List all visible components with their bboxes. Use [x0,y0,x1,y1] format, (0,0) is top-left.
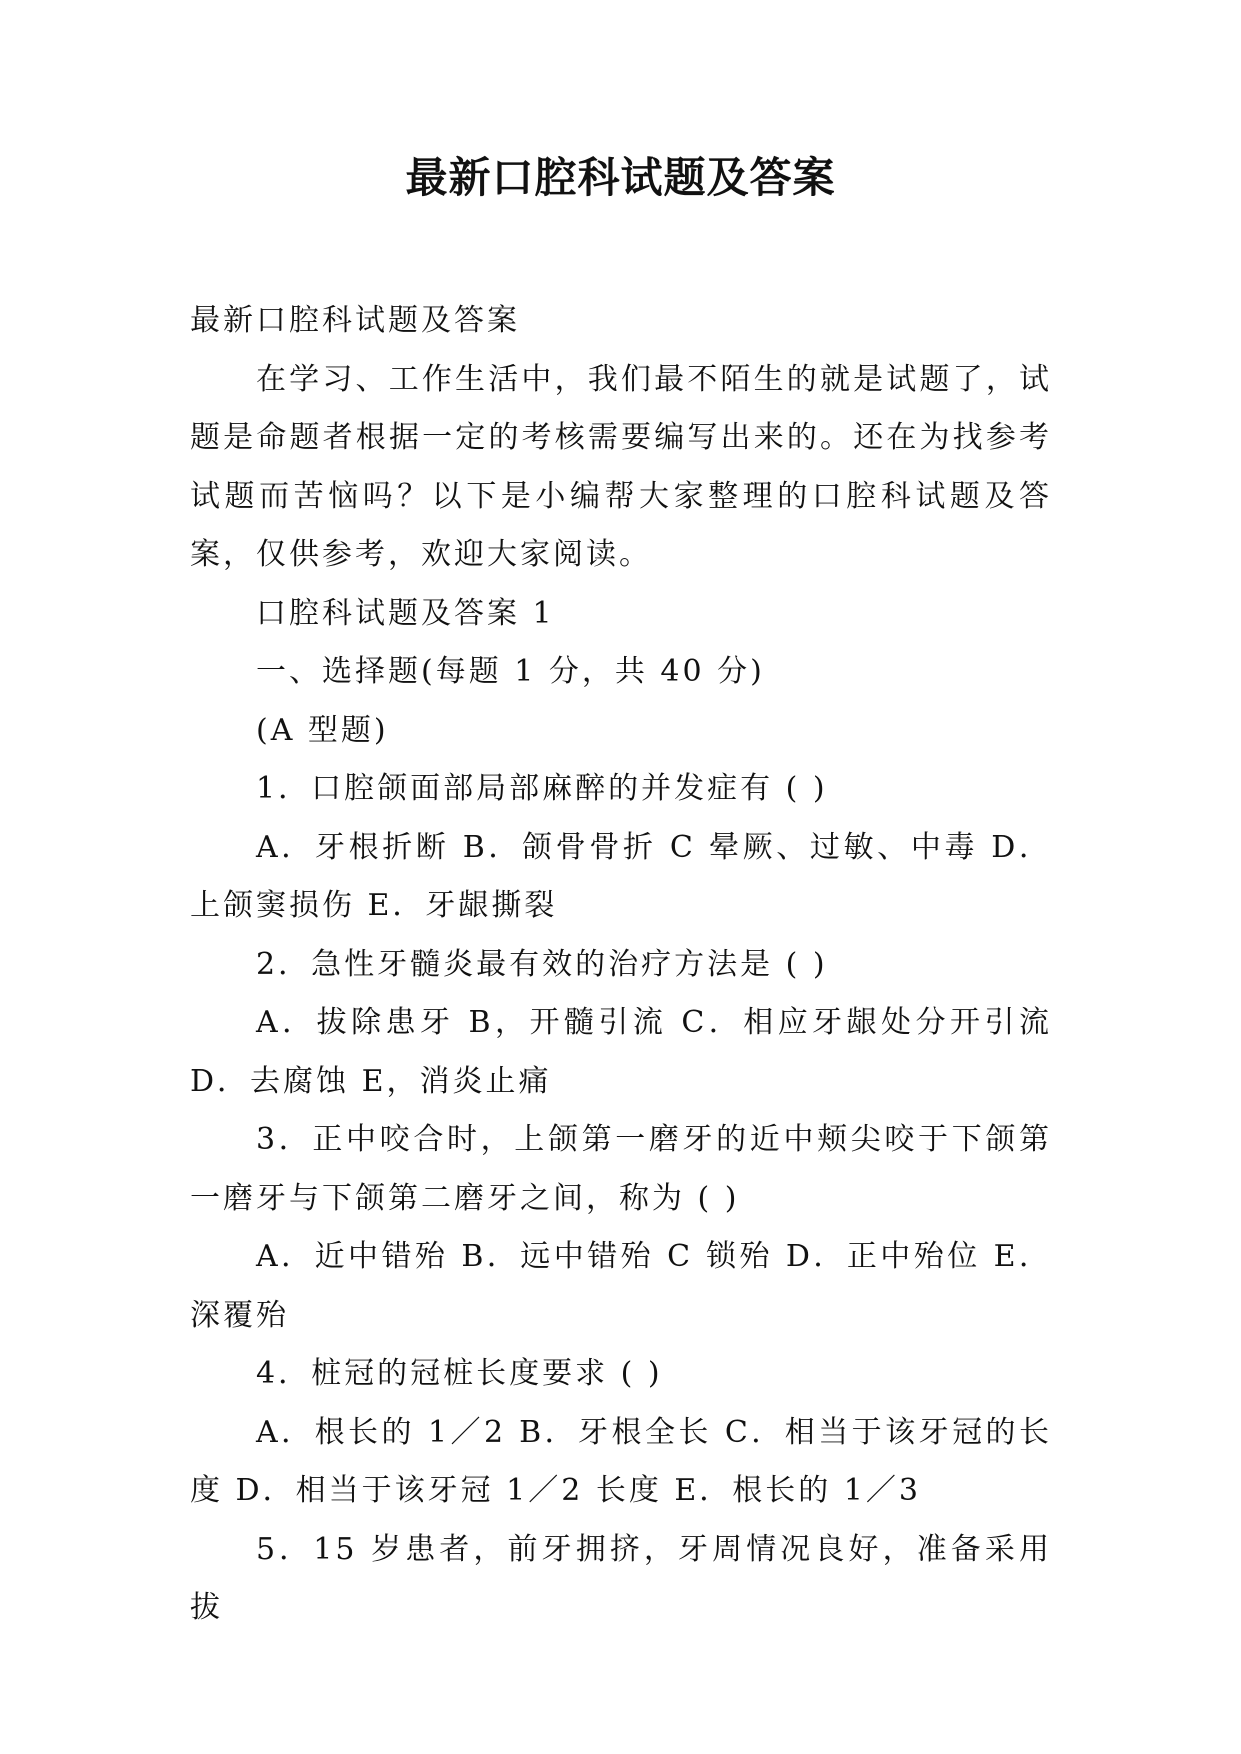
question: 2．急性牙髓炎最有效的治疗方法是 ( ) [256,946,828,982]
question: 3．正中咬合时，上颌第一磨牙的近中颊尖咬于下颌第一磨牙与下颌第二磨牙之间，称为 ( ) [190,1122,1052,1216]
document-body [190,292,1052,1638]
paragraph: 最新口腔科试题及答案 [190,303,520,338]
section-heading: 口腔科试题及答案 1 [256,595,555,631]
document-title: 最新口腔科试题及答案 [405,153,836,202]
question: 5．15 岁患者，前牙拥挤，牙周情况良好，准备采用拔 [190,1531,1052,1625]
paragraph: 在学习、工作生活中，我们最不陌生的就是试题了，试题是命题者根据一定的考核需要编写出来的。还在为找参考试题而苦恼吗？以下是小编帮大家整理的口腔科试题及答案，仅供参考，欢迎大家阅读。 [190,361,1052,572]
question: 1．口腔颌面部局部麻醉的并发症有 ( ) [256,771,828,806]
question-options: A．根长的 1／2 B．牙根全长 C．相当于该牙冠的长度 D．相当于该牙冠 1／2 长度 E．根长的 1／3 [190,1414,1052,1508]
question-options: A．拔除患牙 B，开髓引流 C．相应牙龈处分开引流 D．去腐蚀 E，消炎止痛 [190,1005,1052,1099]
question-type: (A 型题) [256,712,389,748]
question-options: A．近中错殆 B．远中错殆 C 锁殆 D．正中殆位 E．深覆殆 [190,1239,1052,1333]
question-options: A．牙根折断 B．颌骨骨折 C 晕厥、过敏、中毒 D．上颌窦损伤 E．牙龈撕裂 [190,829,1052,923]
section-heading: 一、选择题(每题 1 分，共 40 分) [256,654,765,689]
question: 4．桩冠的冠桩长度要求 ( ) [256,1356,663,1391]
